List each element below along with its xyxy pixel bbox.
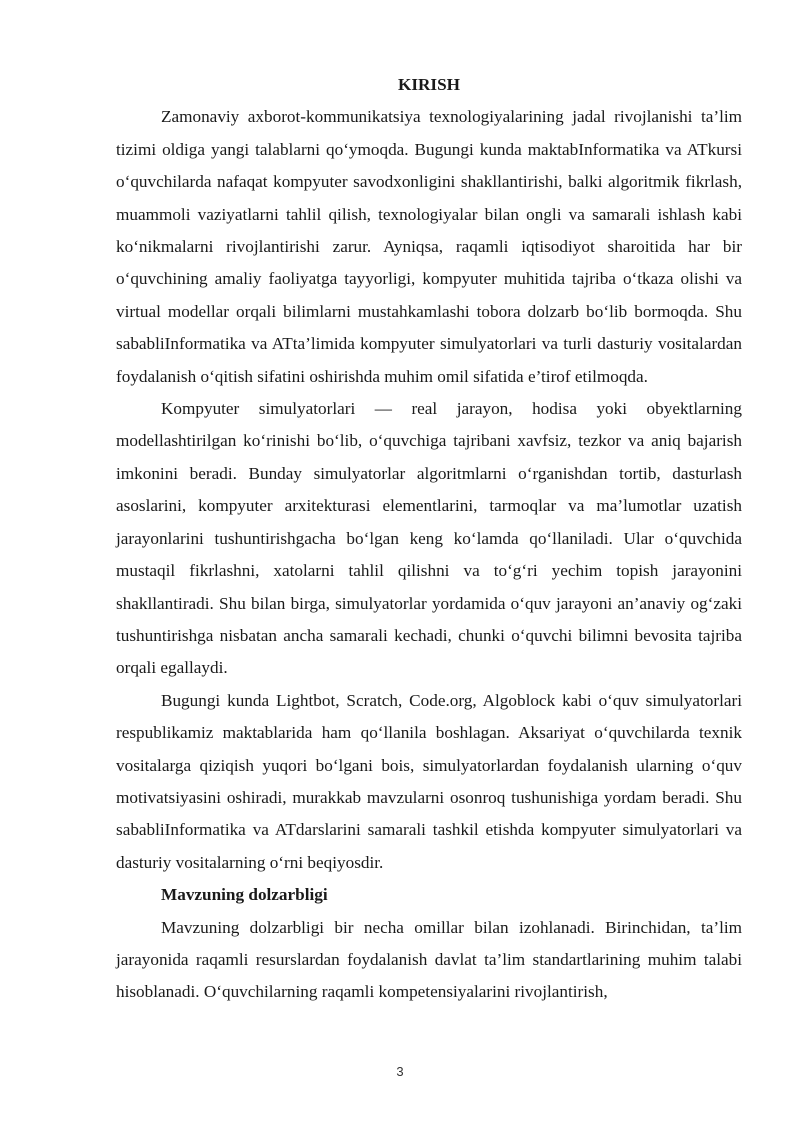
document-page xyxy=(116,62,742,1009)
intro-paragraph-3: Bugungi kunda Lightbot, Scratch, Code.org, Algoblock kabi o‘quv simulyatorlari respublikamiz maktablarida ham qo‘llanila boshlagan. Aksariyat o‘quvchilarda texnik vositalarga qiziqish yuqori bo‘lgani bois, simulyatorlardan foydalanish ularning o‘quv motivatsiyasini oshiradi, murakkab mavzularni osonroq tushunishiga yordam beradi. Shu sababliInformatika va ATdarslarini samarali tashkil etishda kompyuter simulyatorlari va dasturiy vositalarning o‘rni beqiyosdir. xyxy=(116,690,742,872)
section-title: KIRISH xyxy=(397,75,461,94)
intro-paragraph-2: Kompyuter simulyatorlari — real jarayon, hodisa yoki obyektlarning modellashtirilgan ko‘rinishi bo‘lib, o‘quvchiga tajribani xavfsiz, tezkor va aniq bajarish imkonini beradi. Bunday simulyatorlar algoritmlarni o‘rganishdan tortib, dasturlash asoslarini, kompyuter arxitekturasi elementlarini, tarmoqlar va ma’lumotlar uzatish jarayonlarini tushuntirishgacha bo‘lgan keng ko‘lamda qo‘llaniladi. Ular o‘quvchida mustaqil fikrlashni, xatolarni tahlil qilishni va to‘g‘ri yechim topish jarayonini shakllantiradi. Shu bilan birga, simulyatorlar yordamida o‘quv jarayoni an’anaviy og‘zaki tushuntirishga nisbatan ancha samarali kechadi, chunki o‘quvchi bilimni bevosita tajriba orqali egallaydi. xyxy=(116,399,742,678)
relevance-subheading: Mavzuning dolzarbligi xyxy=(161,885,328,905)
page-number: 3 xyxy=(396,1064,404,1079)
intro-paragraph-1: Zamonaviy axborot-kommunikatsiya texnologiyalarining jadal rivojlanishi ta’lim tizimi oldiga yangi talablarni qo‘ymoqda. Bugungi kunda maktabInformatika va ATkursi o‘quvchilarda nafaqat kompyuter savodxonligini shakllantirishi, balki algoritmik fikrlash, muammoli vaziyatlarni tahlil qilish, texnologiyalar bilan ongli va samarali ishlash kabi ko‘nikmalarni rivojlantirishi zarur. Ayniqsa, raqamli iqtisodiyot sharoitida har bir o‘quvchining amaliy faoliyatga tayyorligi, kompyuter muhitida tajriba o‘tkaza olishi va virtual modellar orqali bilimlarni mustahkamlashi tobora dolzarb bo‘lib bormoqda. Shu sababliInformatika va ATta’limida kompyuter simulyatorlari va turli dasturiy vositalardan foydalanish o‘qitish sifatini oshirishda muhim omil sifatida e’tirof etilmoqda. xyxy=(116,107,742,386)
relevance-paragraph-1: Mavzuning dolzarbligi bir necha omillar bilan izohlanadi. Birinchidan, ta’lim jarayonida raqamli resurslardan foydalanish davlat ta’lim standartlarining muhim talabi hisoblanadi. O‘quvchilarning raqamli kompetensiyalarini rivojlantirish, xyxy=(116,917,742,1002)
